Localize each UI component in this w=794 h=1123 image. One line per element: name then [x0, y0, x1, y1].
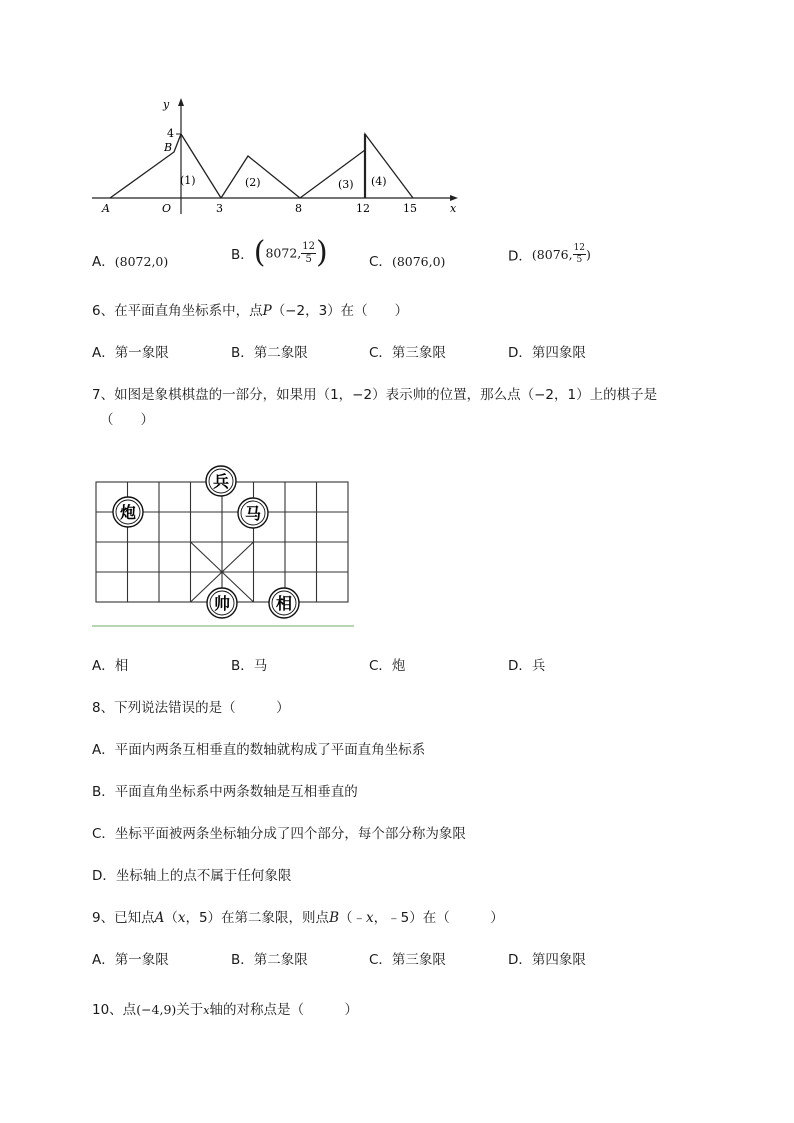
y-tick-4: 4	[167, 127, 174, 140]
q9-option-a[interactable]: A．第一象限	[92, 952, 169, 968]
svg-text:兵: 兵	[212, 472, 230, 491]
piece-xiang	[269, 588, 299, 618]
q7-option-a[interactable]: A．相	[92, 658, 129, 674]
q8-option-b[interactable]: B．平面直角坐标系中两条数轴是互相垂直的	[92, 784, 358, 800]
piece-bing	[206, 466, 236, 496]
q7-option-b[interactable]: B．马	[231, 658, 268, 674]
point-A-label: A	[102, 202, 110, 215]
origin-label: O	[162, 202, 172, 215]
q7-option-c[interactable]: C．炮	[369, 658, 406, 674]
x-tick-12: 12	[356, 202, 370, 215]
q6-option-b[interactable]: B．第二象限	[231, 345, 308, 361]
svg-text:马: 马	[244, 504, 262, 523]
option-letter: D．	[508, 248, 532, 265]
q9-option-c[interactable]: C．第三象限	[369, 952, 446, 968]
q8-stem: 8、下列说法错误的是（ ）	[92, 700, 290, 716]
q7-option-d[interactable]: D．兵	[508, 658, 546, 674]
fraction: $\frac{12}{5}$	[302, 240, 316, 265]
piece-pao	[113, 497, 143, 527]
region-label-3: (3)	[338, 178, 354, 191]
x-axis-label: x	[450, 202, 457, 215]
q6-stem: 6、在平面直角坐标系中，点P（−2，3）在（ ）	[92, 303, 409, 319]
fraction: $\frac{12}{5}$	[573, 243, 586, 265]
svg-text:炮: 炮	[119, 503, 137, 522]
q8-option-d[interactable]: D．坐标轴上的点不属于任何象限	[92, 868, 292, 884]
q5-option-b[interactable]: B．(8072, $\frac{12}{5}$ )	[231, 235, 328, 270]
piece-ma	[238, 498, 268, 528]
q5-option-c[interactable]	[369, 250, 445, 270]
piece-shuai	[207, 588, 237, 618]
region-3-shape	[300, 150, 365, 198]
q8-option-a[interactable]: A．平面内两条互相垂直的数轴就构成了平面直角坐标系	[92, 742, 426, 758]
x-tick-8: 8	[295, 202, 302, 215]
chess-board-figure	[90, 460, 358, 630]
option-letter: B．	[231, 247, 254, 263]
q9-stem: 9、已知点A（x，5）在第二象限，则点B（﹣x，﹣5）在（ ）	[92, 910, 504, 926]
x-axis-arrow	[450, 195, 458, 201]
q10-stem: 10、点(−4,9)关于x轴的对称点是（ ）	[92, 1002, 359, 1018]
y-axis-label: y	[163, 98, 170, 111]
y-axis-arrow	[178, 98, 184, 106]
option-value: (8076,0)	[391, 254, 446, 269]
option-letter: A．	[92, 254, 115, 270]
point-B-label: B	[164, 141, 173, 154]
x-tick-15: 15	[403, 202, 417, 215]
q9-option-b[interactable]: B．第二象限	[231, 952, 308, 968]
region-label-1: (1)	[180, 174, 196, 187]
region-label-2: (2)	[245, 176, 261, 189]
q7-stem-line2: （ ）	[100, 412, 154, 428]
q8-option-c[interactable]: C．坐标平面被两条坐标轴分成了四个部分，每个部分称为象限	[92, 826, 466, 842]
q9-option-d[interactable]: D．第四象限	[508, 952, 586, 968]
option-value: (8072,0)	[114, 254, 169, 269]
option-letter: C．	[369, 254, 392, 270]
q5-option-d[interactable]: D．(8076, $\frac{12}{5}$ )	[508, 243, 591, 265]
q5-option-a[interactable]	[92, 250, 168, 270]
region-4-shape	[365, 134, 413, 198]
svg-text:帅: 帅	[213, 594, 231, 613]
option-value: 8072,	[265, 245, 302, 261]
region-label-4: (4)	[371, 175, 387, 188]
svg-text:相: 相	[275, 594, 293, 613]
x-tick-3: 3	[216, 202, 223, 215]
option-value: (8076,	[531, 247, 573, 262]
q7-stem-line1: 7、如图是象棋棋盘的一部分，如果用（1，−2）表示帅的位置，那么点（−2，1）上的棋子是	[92, 387, 658, 403]
q6-option-d[interactable]: D．第四象限	[508, 345, 586, 361]
coordinate-figure	[88, 92, 468, 217]
q6-option-c[interactable]: C．第三象限	[369, 345, 446, 361]
q6-option-a[interactable]: A．第一象限	[92, 345, 169, 361]
